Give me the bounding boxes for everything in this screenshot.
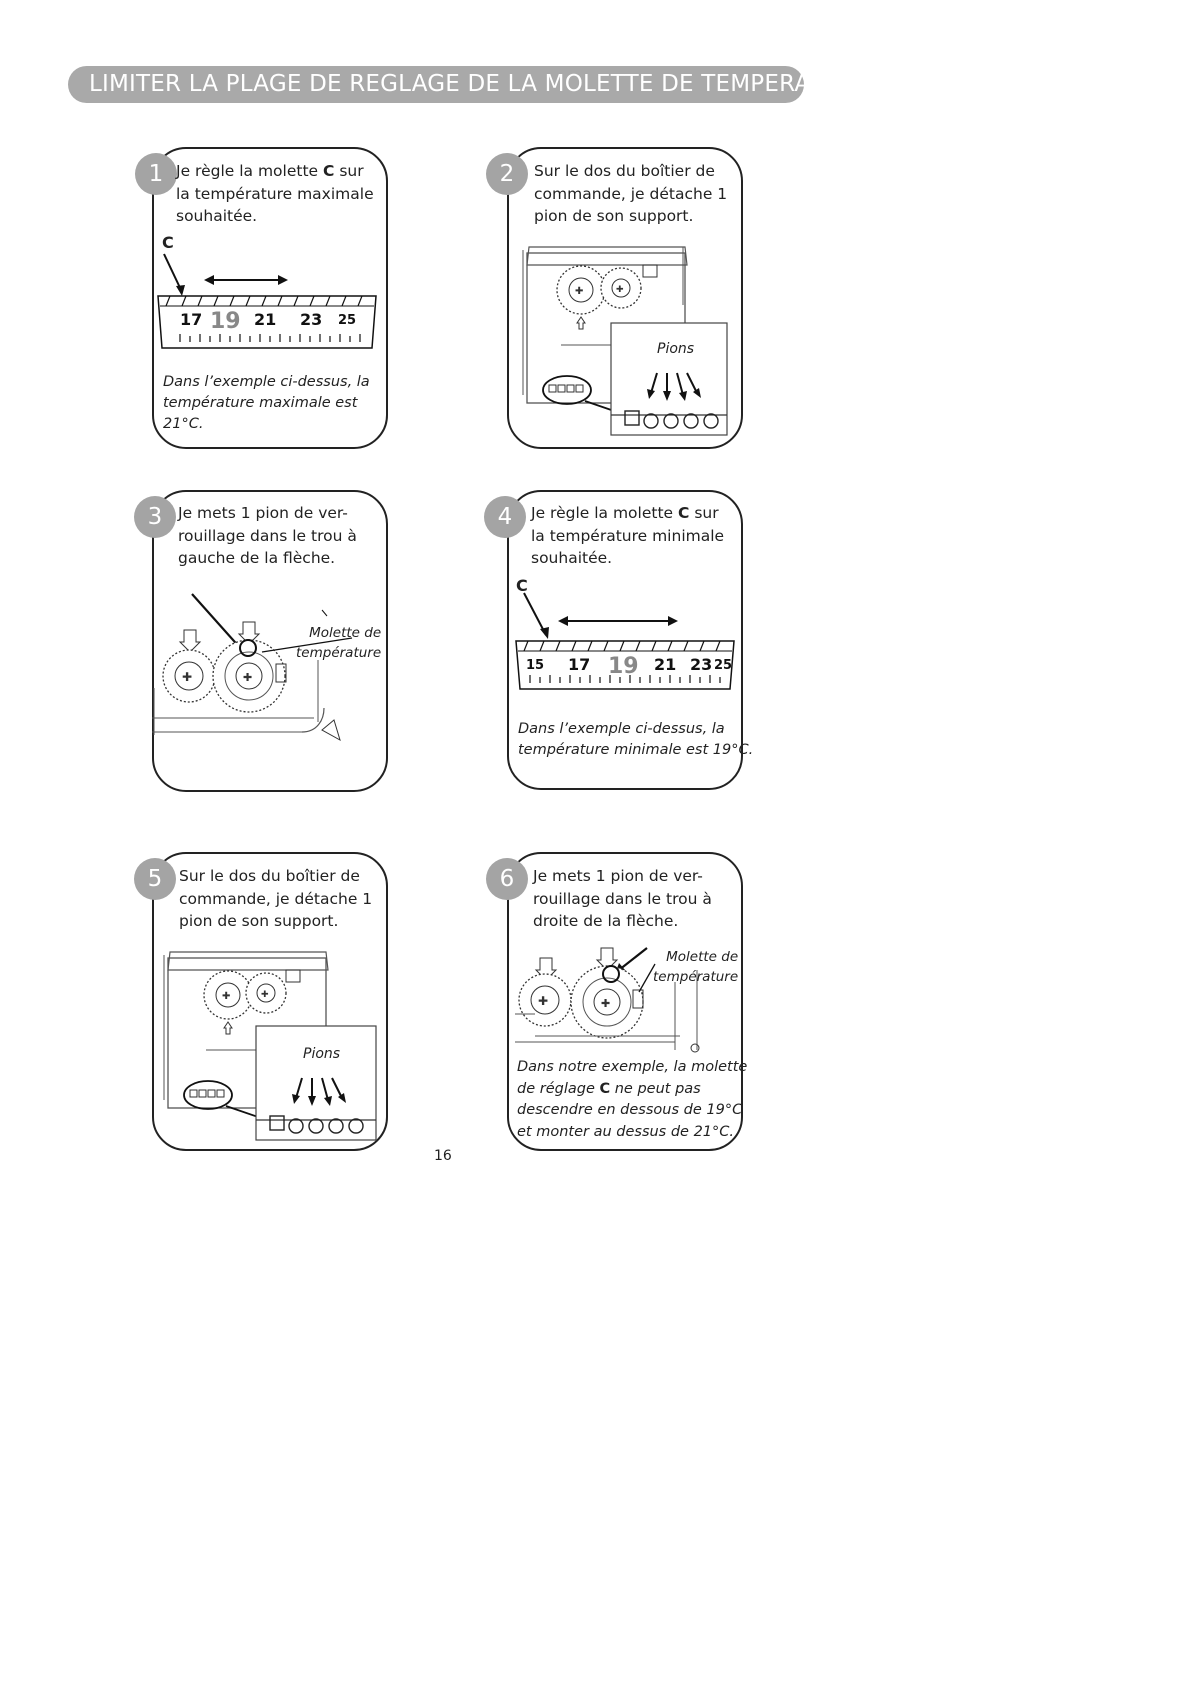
tick-25: 25 bbox=[338, 313, 357, 328]
tick-23: 23 bbox=[300, 310, 323, 329]
step-5-housing-illustration bbox=[156, 950, 386, 1145]
step-2-inset-label: Pions bbox=[657, 341, 695, 357]
tick-23: 23 bbox=[690, 655, 713, 674]
step-5-inset-label: Pions bbox=[303, 1046, 341, 1062]
step-4-instruction: Je règle la molette C sur la température minimale souhaitée. bbox=[531, 504, 725, 567]
tick-17: 17 bbox=[180, 310, 203, 329]
tick-19: 19 bbox=[210, 309, 241, 334]
step-2-badge: 2 bbox=[486, 153, 528, 195]
step-6-badge: 6 bbox=[486, 858, 528, 900]
step-3-dial-illustration bbox=[152, 590, 388, 760]
step-6-instruction: Je mets 1 pion de ver- rouillage dans le trou à droite de la flèche. bbox=[533, 867, 712, 930]
step-1-note: Dans l’exemple ci-dessus, la température maximale est 21°C. bbox=[163, 374, 370, 432]
tick-17: 17 bbox=[568, 655, 591, 674]
step-4-note: Dans l’exemple ci-dessus, la température minimale est 19°C. bbox=[518, 721, 754, 758]
tick-25: 25 bbox=[714, 658, 733, 673]
page-number: 16 bbox=[434, 1148, 452, 1164]
step-2-housing-illustration bbox=[515, 245, 745, 440]
svg-text:✚: ✚ bbox=[182, 670, 193, 684]
svg-text:✚: ✚ bbox=[575, 286, 584, 297]
step-4-slider-illustration bbox=[512, 585, 737, 690]
step-6-note: Dans notre exemple, la molette de réglage C ne peut pas descendre en dessous de 19°C et monter au dessus de 21°C. bbox=[517, 1059, 748, 1140]
tick-21: 21 bbox=[254, 310, 277, 329]
tick-15: 15 bbox=[526, 658, 545, 673]
tick-21: 21 bbox=[654, 655, 677, 674]
step-5-instruction: Sur le dos du boîtier de commande, je détache 1 pion de son support. bbox=[179, 867, 373, 930]
step-3-dial-label: Molette de température bbox=[296, 625, 382, 661]
section-title: LIMITER LA PLAGE DE REGLAGE DE LA MOLETTE DE TEMPERATURE bbox=[68, 66, 804, 103]
tick-19: 19 bbox=[608, 654, 639, 679]
step-4-dial-label: C bbox=[516, 576, 528, 595]
step-3-badge: 3 bbox=[134, 496, 176, 538]
step-5-badge: 5 bbox=[134, 858, 176, 900]
step-4-badge: 4 bbox=[484, 496, 526, 538]
step-1-slider-illustration bbox=[152, 240, 388, 350]
svg-text:✚: ✚ bbox=[538, 994, 549, 1008]
step-1-badge: 1 bbox=[135, 153, 177, 195]
svg-text:✚: ✚ bbox=[243, 671, 253, 684]
svg-text:✚: ✚ bbox=[261, 990, 269, 1000]
svg-text:✚: ✚ bbox=[616, 285, 624, 295]
svg-text:✚: ✚ bbox=[601, 997, 611, 1010]
step-2-instruction: Sur le dos du boîtier de commande, je détache 1 pion de son support. bbox=[534, 162, 728, 225]
step-1-instruction: Je règle la molette C sur la température maximale souhaitée. bbox=[176, 162, 374, 225]
svg-text:✚: ✚ bbox=[222, 991, 231, 1002]
step-1-dial-label: C bbox=[162, 233, 174, 252]
step-3-instruction: Je mets 1 pion de ver- rouillage dans le trou à gauche de la flèche. bbox=[178, 504, 357, 567]
step-6-dial-label: Molette de température bbox=[653, 949, 739, 985]
